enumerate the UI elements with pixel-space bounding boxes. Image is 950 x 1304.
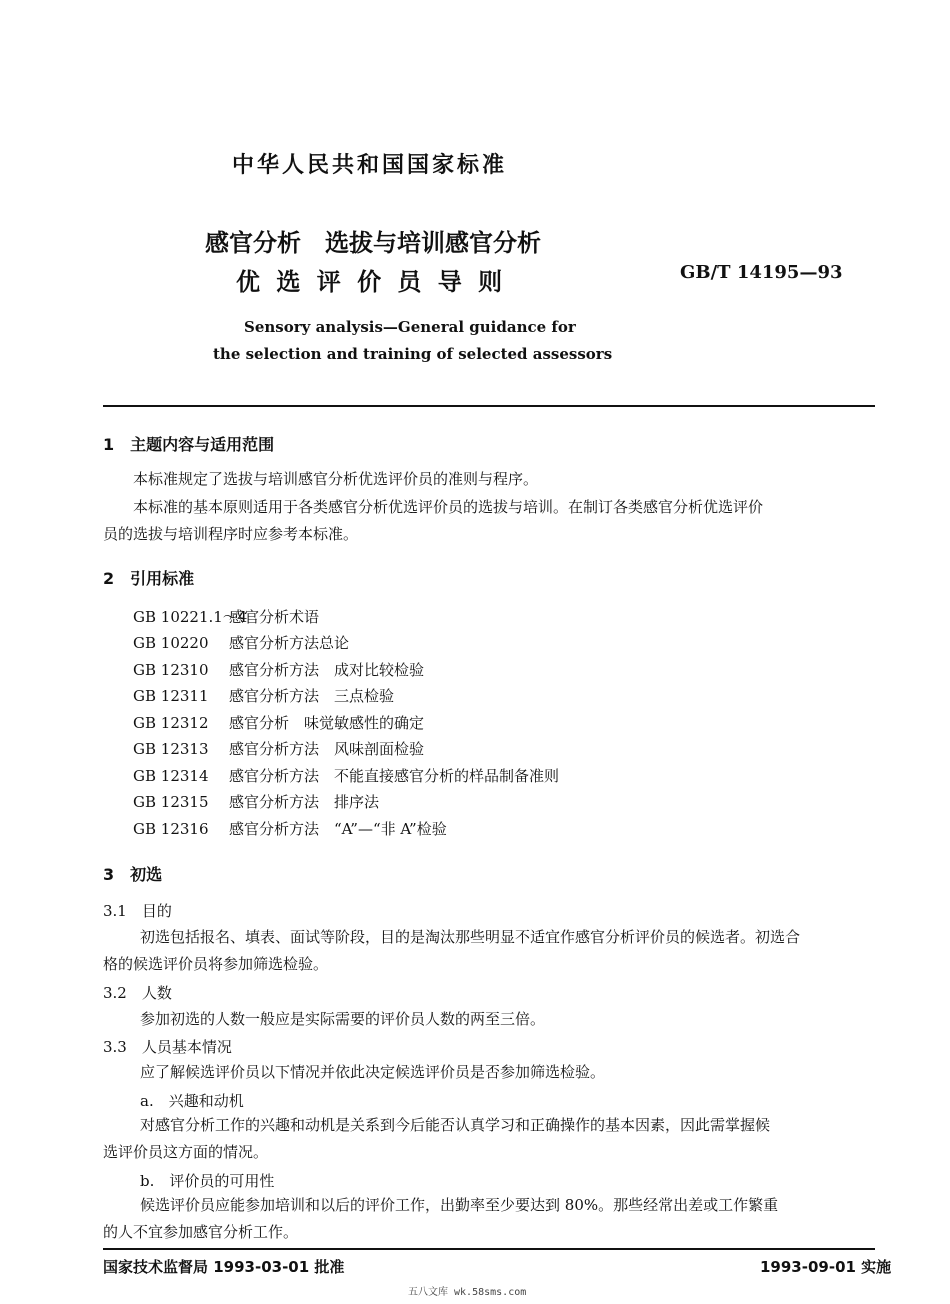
reference-item (133, 791, 379, 812)
section1-heading: 1 主题内容与适用范围 (103, 435, 275, 454)
footer-divider (103, 1248, 875, 1250)
reference-title: 感官分析方法 “A”—“非 A”检验 (229, 820, 447, 838)
reference-item (133, 606, 319, 627)
section2-heading: 2 引用标准 (103, 569, 195, 588)
reference-title: 感官分析方法 不能直接感官分析的样品制备准则 (229, 767, 560, 785)
title-cn-line1: 感官分析 选拔与培训感官分析 (205, 229, 541, 257)
approval-line: 国家技术监督局 1993-03-01 批准 (103, 1258, 345, 1276)
reference-item (133, 765, 559, 786)
implementation-line: 1993-09-01 实施 (760, 1258, 892, 1276)
reference-code: GB 10220 (133, 634, 209, 652)
section3-1-line1: 初选包括报名、填表、面试等阶段，目的是淘汰那些明显不适宜作感官分析评价员的候选者。初选合 (140, 928, 801, 946)
reference-item (133, 818, 447, 839)
item-b-line2: 的人不宜参加感官分析工作。 (103, 1223, 299, 1241)
reference-item (133, 659, 424, 680)
item-b-line1: 候选评价员应能参加培训和以后的评价工作，出勤率至少要达到 80%。那些经常出差或工作繁重 (140, 1196, 779, 1214)
reference-code: GB 12314 (133, 767, 209, 785)
title-en-line2: the selection and training of selected assessors (213, 345, 613, 363)
reference-item (133, 632, 349, 653)
reference-code: GB 12312 (133, 714, 209, 732)
section3-1-line2: 格的候选评价员将参加筛选检验。 (103, 955, 329, 973)
section3-3-line1: 应了解候选评价员以下情况并依此决定候选评价员是否参加筛选检验。 (140, 1063, 606, 1081)
reference-title: 感官分析方法 三点检验 (229, 687, 395, 705)
reference-item (133, 738, 424, 759)
reference-title: 感官分析方法总论 (229, 634, 350, 652)
reference-code: GB 12315 (133, 793, 209, 811)
section3-2-heading: 3.2 人数 (103, 984, 172, 1002)
title-en-line1: Sensory analysis—General guidance for (244, 318, 576, 336)
reference-title: 感官分析 味觉敏感性的确定 (229, 714, 425, 732)
reference-title: 感官分析术语 (229, 608, 320, 626)
reference-item (133, 685, 394, 706)
reference-code: GB 12316 (133, 820, 209, 838)
item-a-line1: 对感官分析工作的兴趣和动机是关系到今后能否认真学习和正确操作的基本因素，因此需掌握候 (140, 1116, 771, 1134)
reference-item (133, 712, 424, 733)
reference-title: 感官分析方法 成对比较检验 (229, 661, 425, 679)
standard-number: GB/T 14195—93 (680, 262, 843, 283)
item-b-heading: b. 评价员的可用性 (140, 1172, 275, 1190)
header-divider (103, 405, 875, 407)
reference-code: GB 12310 (133, 661, 209, 679)
national-standard-heading: 中华人民共和国国家标准 (232, 153, 508, 178)
reference-code: GB 12313 (133, 740, 209, 758)
title-cn-line2: 优 选 评 价 员 导 则 (236, 268, 507, 296)
section1-para2-line2: 员的选拔与培训程序时应参考本标准。 (103, 525, 359, 543)
section1-para1: 本标准规定了选拔与培训感官分析优选评价员的准则与程序。 (133, 470, 539, 488)
section3-1-heading: 3.1 目的 (103, 902, 172, 920)
section3-2-line1: 参加初选的人数一般应是实际需要的评价员人数的两至三倍。 (140, 1010, 546, 1028)
section3-heading: 3 初选 (103, 865, 163, 884)
reference-title: 感官分析方法 风味剖面检验 (229, 740, 425, 758)
reference-title: 感官分析方法 排序法 (229, 793, 380, 811)
item-a-heading: a. 兴趣和动机 (140, 1092, 244, 1110)
watermark: 五八文库 wk.58sms.com (408, 1287, 527, 1298)
section3-3-heading: 3.3 人员基本情况 (103, 1038, 232, 1056)
reference-code: GB 10221.1～4 (133, 608, 248, 626)
section1-para2-line1: 本标准的基本原则适用于各类感官分析优选评价员的选拔与培训。在制订各类感官分析优选评价 (133, 498, 764, 516)
item-a-line2: 选评价员这方面的情况。 (103, 1143, 269, 1161)
reference-code: GB 12311 (133, 687, 209, 705)
